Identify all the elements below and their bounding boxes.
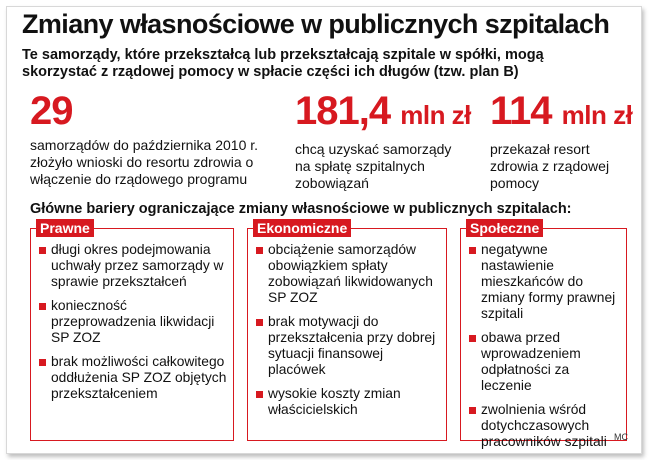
bullet-square-icon xyxy=(469,335,476,342)
barrier-category-label: Społeczne xyxy=(466,219,543,237)
barrier-box-legal xyxy=(30,220,234,441)
barrier-item: długi okres podejmowania uchwały przez samorządy w sprawie przekształceń xyxy=(38,242,227,290)
stat-unit: mln zł xyxy=(561,100,633,130)
bullet-square-icon xyxy=(256,247,263,254)
barrier-item: konieczność przeprowadzenia likwidacji SP ZOZ xyxy=(38,298,227,346)
bullet-square-icon xyxy=(39,359,46,366)
bullet-square-icon xyxy=(39,247,46,254)
author-credit: MC xyxy=(614,432,628,442)
barrier-item: brak możliwości całkowitego oddłużenia SP ZOZ objętych przekształceniem xyxy=(38,354,227,402)
bullet-square-icon xyxy=(469,247,476,254)
stat-granted-amount xyxy=(490,89,635,192)
stat-value: 181,4 mln zł xyxy=(295,89,471,133)
barrier-category-label: Ekonomiczne xyxy=(253,219,351,237)
stat-unit: mln zł xyxy=(400,100,471,130)
barrier-item: wysokie koszty zmian właścicielskich xyxy=(255,386,440,418)
bullet-square-icon xyxy=(256,391,263,398)
infographic-title: Zmiany własnościowe w publicznych szpitalach xyxy=(22,9,610,39)
barrier-list xyxy=(255,242,440,426)
bullet-square-icon xyxy=(39,303,46,310)
barrier-list xyxy=(38,242,227,410)
bullet-square-icon xyxy=(469,407,476,414)
barrier-item: zwolnienia wśród dotychczasowych pracowników szpitali xyxy=(468,402,620,450)
bullet-square-icon xyxy=(256,319,263,326)
stat-value: 29 xyxy=(30,89,73,133)
barrier-box-social xyxy=(460,220,627,449)
barrier-item: negatywne nastawienie mieszkańców do zmiany formy prawnej szpitali xyxy=(468,242,620,322)
stat-value: 114 mln zł xyxy=(490,89,633,133)
barrier-list xyxy=(468,242,620,458)
barrier-category-label: Prawne xyxy=(36,219,94,237)
barrier-item: brak motywacji do przekształcenia przy dobrej sytuacji finansowej placówek xyxy=(255,314,440,378)
stat-description: przekazał resort zdrowia z rządowej pomocy xyxy=(490,141,610,191)
stat-description: chcą uzyskać samorządy na spłatę szpitalnych zobowiązań xyxy=(295,141,452,191)
stat-requested-amount xyxy=(295,89,480,192)
stat-description: samorządów do października 2010 r. złożyło wnioski do resortu zdrowia o włączenie do rządowego programu xyxy=(30,137,259,187)
stat-applications xyxy=(30,89,275,188)
barrier-item: obciążenie samorządów obowiązkiem spłaty zobowiązań likwidowanych SP ZOZ xyxy=(255,242,440,306)
barrier-box-economic xyxy=(247,220,447,441)
barriers-heading: Główne bariery ograniczające zmiany własnościowe w publicznych szpitalach: xyxy=(30,201,572,217)
barrier-item: obawa przed wprowadzeniem odpłatności za leczenie xyxy=(468,330,620,394)
infographic-subtitle: Te samorządy, które przekształcą lub przekształcają szpitale w spółki, mogą skorzystać z rządowej pomocy w spłacie części ich długów (tzw. plan B) xyxy=(22,47,544,80)
